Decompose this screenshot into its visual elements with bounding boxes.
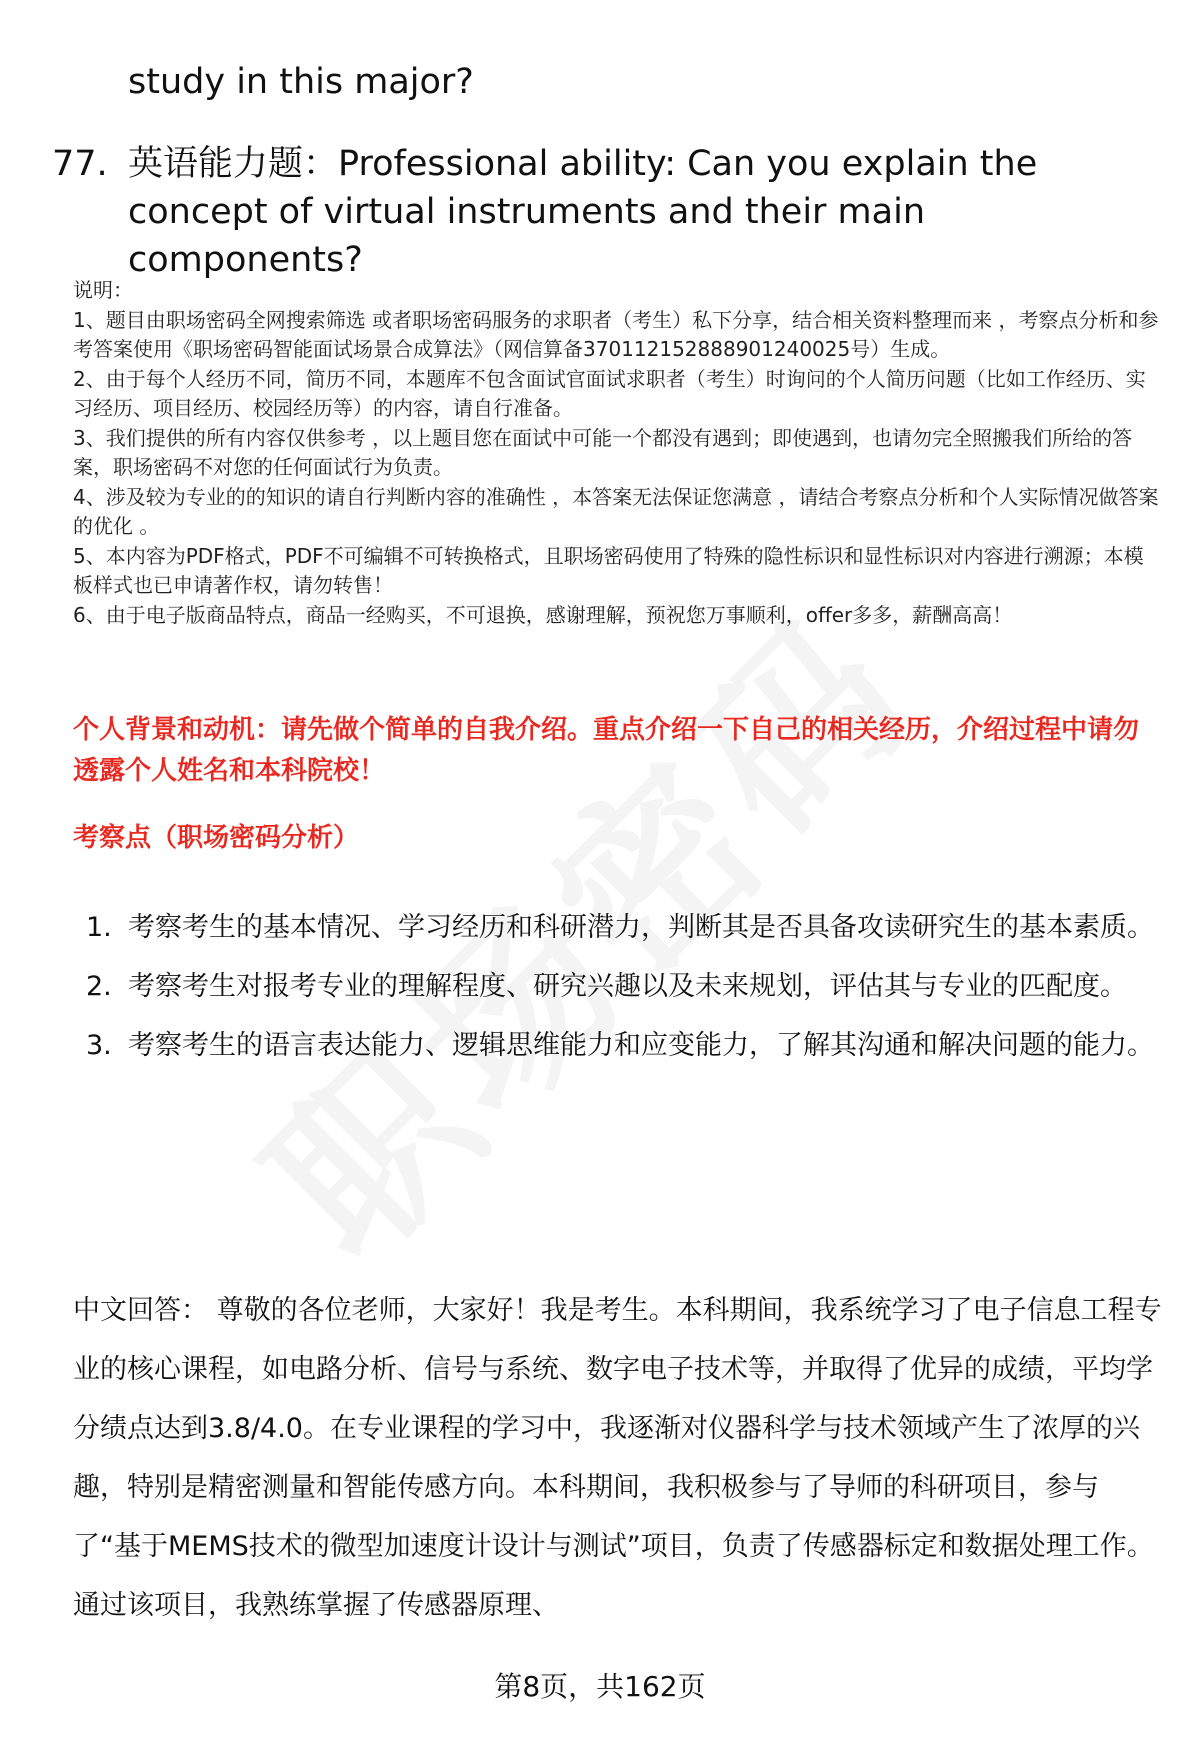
note-item: 3、我们提供的所有内容仅供参考 ，以上题目您在面试中可能一个都没有遇到；即使遇到，也请勿完全照搬我们所给的答案，职场密码不对您的任何面试行为负责。 [73, 425, 1133, 479]
question-continuation: study in this major? [128, 62, 474, 102]
note-item: 5、本内容为PDF格式，PDF不可编辑不可转换格式，且职场密码使用了特殊的隐性标识和显性标识对内容进行溯源；本模板样式也已申请著作权，请勿转售！ [73, 543, 1144, 597]
point-number: 2. [86, 971, 112, 1002]
point-text: 考察考生的语言表达能力、逻辑思维能力和应变能力，了解其沟通和解决问题的能力。 [128, 1030, 1154, 1061]
analysis-point [86, 1016, 1164, 1075]
point-number: 3. [86, 1030, 112, 1061]
answer-paragraph: 中文回答： 尊敬的各位老师，大家好！我是考生。本科期间，我系统学习了电子信息工程专业的核心课程，如电路分析、信号与系统、数字电子技术等，并取得了优异的成绩，平均学分绩点达到3.8/4.0。在专业课程的学习中，我逐渐对仪器科学与技术领域产生了浓厚的兴趣，特别是精密测量和智能传感方向。本科期间，我积极参与了导师的科研项目，参与了“基于MEMS技术的微型加速度计设计与测试”项目，负责了传感器标定和数据处理工作。通过该项目，我熟练掌握了传感器原理、 [73, 1295, 1162, 1621]
page-footer: 第8页，共162页 [494, 1670, 706, 1703]
section-title: 个人背景和动机：请先做个简单的自我介绍。重点介绍一下自己的相关经历，介绍过程中请勿透露个人姓名和本科院校！ [73, 715, 1140, 786]
question-text: 英语能力题：Professional ability: Can you explain the concept of virtual instruments and their main components? [128, 144, 1038, 280]
note-item: 2、由于每个人经历不同，简历不同，本题库不包含面试官面试求职者（考生）时询问的个人简历问题（比如工作经历、实习经历、项目经历、校园经历等）的内容，请自行准备。 [73, 366, 1146, 420]
analysis-point [86, 957, 1164, 1016]
question-number: 77. [52, 144, 108, 184]
analysis-points [86, 898, 1164, 1075]
notes-block [73, 276, 1163, 630]
point-text: 考察考生的基本情况、学习经历和科研潜力，判断其是否具备攻读研究生的基本素质。 [128, 912, 1154, 943]
notes-title: 说明： [73, 278, 133, 302]
note-item: 1、题目由职场密码全网搜索筛选 或者职场密码服务的求职者（考生）私下分享，结合相关资料整理而来 ，考察点分析和参考答案使用《职场密码智能面试场景合成算法》（网信算备370112152888901240025号）生成。 [73, 307, 1159, 361]
analysis-point [86, 898, 1164, 957]
analysis-title: 考察点（职场密码分析） [73, 823, 360, 853]
note-item: 4、涉及较为专业的的知识的请自行判断内容的准确性 ，本答案无法保证您满意 ，请结合考察点分析和个人实际情况做答案的优化 。 [73, 484, 1159, 538]
note-item: 6、由于电子版商品特点，商品一经购买，不可退换，感谢理解，预祝您万事顺利，offer多多，薪酬高高！ [73, 602, 1013, 627]
point-number: 1. [86, 912, 112, 943]
point-text: 考察考生对报考专业的理解程度、研究兴趣以及未来规划，评估其与专业的匹配度。 [128, 971, 1127, 1002]
